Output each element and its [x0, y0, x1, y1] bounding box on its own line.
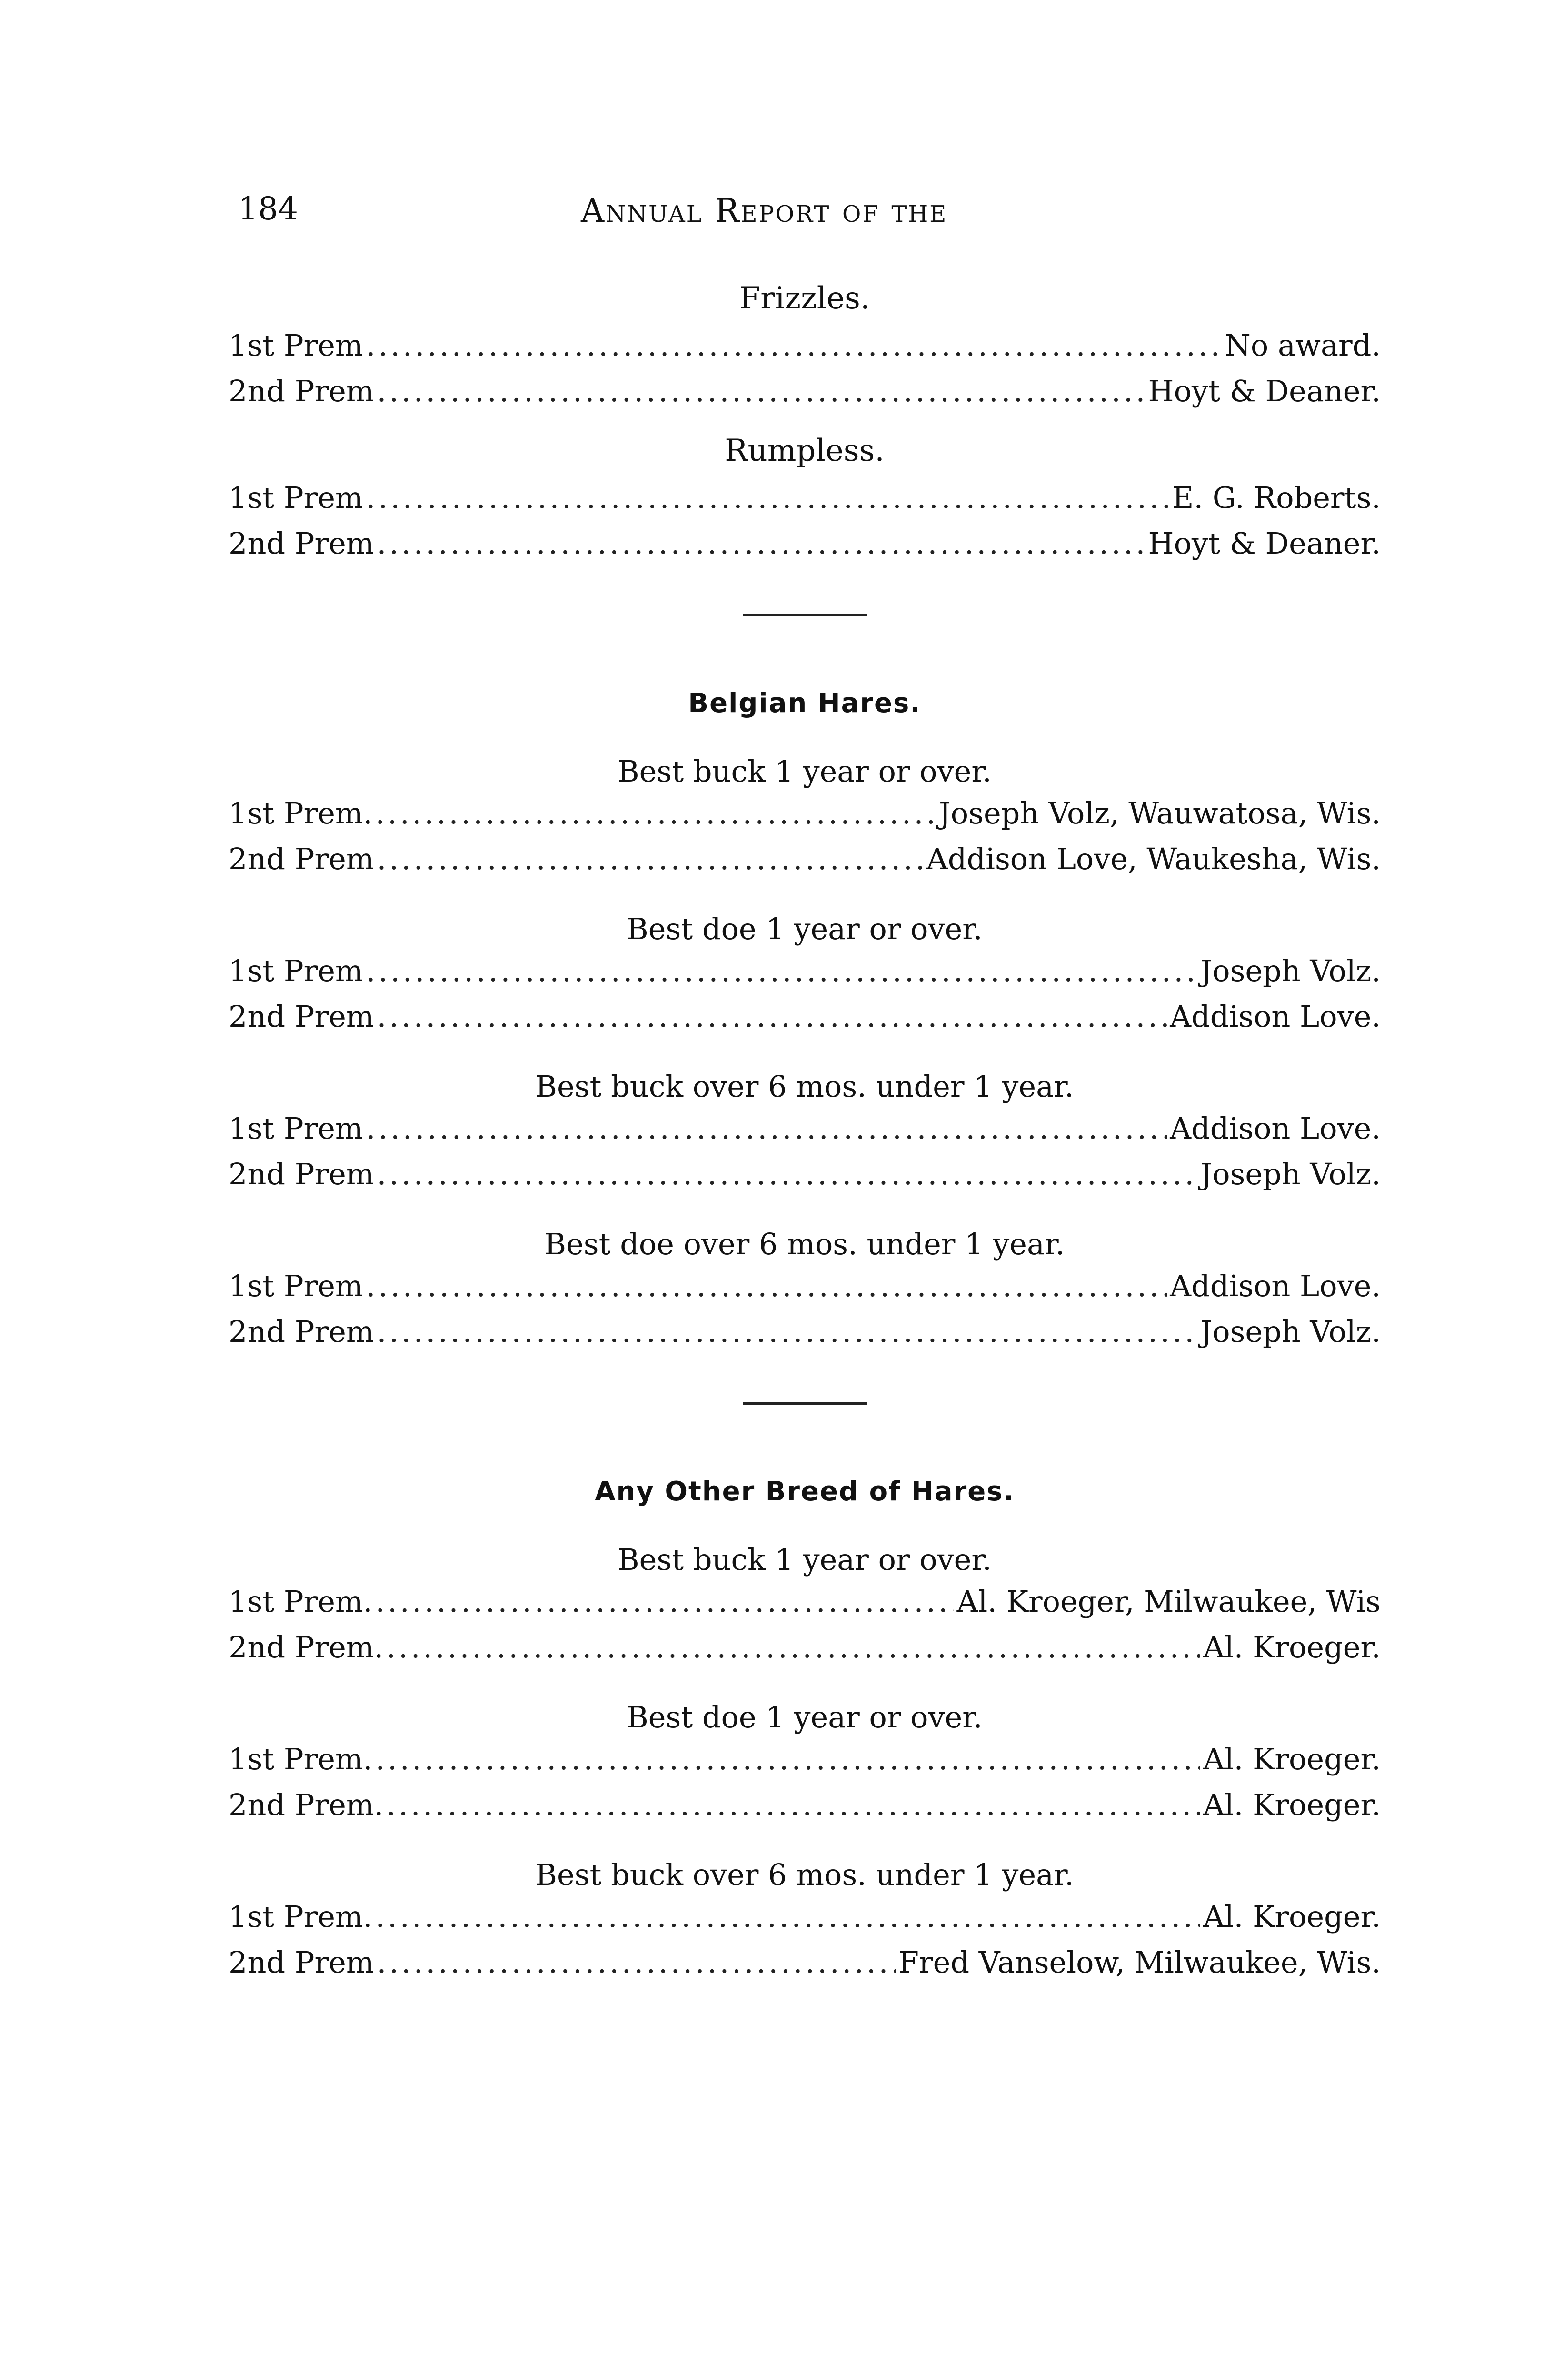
place-label: 1st Prem: [229, 1269, 363, 1303]
winner: Hoyt & Deaner.: [1148, 374, 1381, 408]
category-title: Best buck over 6 mos. under 1 year.: [535, 1857, 1074, 1892]
award-group: [229, 754, 1381, 882]
award-row: [229, 475, 1381, 521]
award-group: [229, 1227, 1381, 1355]
winner: Addison Love, Waukesha, Wis.: [926, 842, 1381, 876]
award-row: [229, 1579, 1381, 1625]
winner: Al. Kroeger.: [1203, 1787, 1381, 1822]
winner: Addison Love.: [1170, 999, 1381, 1034]
award-row: [229, 836, 1381, 882]
dot-leader: [366, 323, 1222, 368]
place-label: 2nd Prem.: [229, 1630, 384, 1665]
award-row: [229, 1625, 1381, 1670]
section-title: Rumpless.: [725, 433, 885, 468]
winner: Addison Love.: [1170, 1269, 1381, 1303]
place-label: 1st Prem: [229, 1111, 363, 1146]
winner: Al. Kroeger.: [1203, 1742, 1381, 1776]
winner: Joseph Volz.: [1200, 1314, 1381, 1349]
winner: Hoyt & Deaner.: [1148, 526, 1381, 561]
place-label: 2nd Prem: [229, 999, 374, 1034]
section-title: Any Other Breed of Hares.: [595, 1476, 1015, 1507]
award-group: [229, 1857, 1381, 1985]
running-title: Annual Report of the: [581, 192, 948, 230]
award-group: [229, 1069, 1381, 1197]
section-divider-wrap: [229, 614, 1381, 616]
section-rumpless: [229, 433, 1381, 566]
place-label: 2nd Prem: [229, 374, 374, 408]
winner: Addison Love.: [1170, 1111, 1381, 1146]
page-content: [229, 281, 1381, 2015]
winner: Al. Kroeger.: [1203, 1630, 1381, 1665]
winner: Joseph Volz, Wauwatosa, Wis.: [938, 796, 1381, 831]
category-title: Best buck over 6 mos. under 1 year.: [535, 1069, 1074, 1104]
dot-leader: [377, 521, 1146, 566]
section-divider-wrap: [229, 1402, 1381, 1405]
place-label: 1st Prem: [229, 953, 363, 988]
winner: E. G. Roberts.: [1172, 480, 1381, 515]
place-label: 2nd Prem: [229, 526, 374, 561]
place-label: 2nd Prem: [229, 842, 374, 876]
award-group: [229, 912, 1381, 1040]
dot-leader: [386, 1782, 1200, 1828]
dot-leader: [377, 368, 1146, 414]
place-label: 2nd Prem: [229, 1157, 374, 1191]
section-frizzles: [229, 281, 1381, 414]
winner: Al. Kroeger, Milwaukee, Wis: [956, 1584, 1381, 1619]
award-row: [229, 1309, 1381, 1355]
place-label: 1st Prem.: [229, 1742, 373, 1776]
category-title: Best buck 1 year or over.: [618, 754, 992, 789]
section-title: Frizzles.: [739, 281, 870, 316]
dot-leader: [386, 1625, 1200, 1670]
dot-leader: [375, 1579, 954, 1625]
section-title: Belgian Hares.: [688, 688, 921, 719]
award-group: [229, 1700, 1381, 1828]
page-header: [238, 190, 1381, 248]
award-group: [229, 1542, 1381, 1670]
award-row: [229, 994, 1381, 1040]
place-label: 2nd Prem.: [229, 1787, 384, 1822]
award-row: [229, 1151, 1381, 1197]
place-label: 2nd Prem: [229, 1314, 374, 1349]
award-row: [229, 791, 1381, 836]
winner: Al. Kroeger.: [1203, 1899, 1381, 1934]
dot-leader: [377, 1309, 1198, 1355]
dot-leader: [366, 475, 1169, 521]
category-title: Best buck 1 year or over.: [618, 1542, 992, 1577]
section-belgian-hares: [229, 688, 1381, 1355]
dot-leader: [375, 1894, 1200, 1940]
dot-leader: [366, 1106, 1167, 1151]
place-label: 1st Prem: [229, 480, 363, 515]
award-row: [229, 1263, 1381, 1309]
place-label: 1st Prem.: [229, 1899, 373, 1934]
spacer: [229, 1514, 1381, 1542]
dot-leader: [375, 791, 936, 836]
award-group: [229, 475, 1381, 566]
winner: Fred Vanselow, Milwaukee, Wis.: [898, 1945, 1381, 1980]
winner: Joseph Volz.: [1200, 953, 1381, 988]
award-row: [229, 1894, 1381, 1940]
category-title: Best doe 1 year or over.: [627, 912, 983, 946]
place-label: 1st Prem.: [229, 796, 373, 831]
section-other-hares: [229, 1476, 1381, 1985]
award-row: [229, 368, 1381, 414]
award-row: [229, 323, 1381, 368]
winner: No award.: [1225, 328, 1381, 363]
dot-leader: [366, 1263, 1167, 1309]
dot-leader: [377, 836, 924, 882]
place-label: 1st Prem.: [229, 1584, 373, 1619]
award-row: [229, 1106, 1381, 1151]
section-divider: [743, 614, 867, 616]
dot-leader: [375, 1736, 1200, 1782]
award-row: [229, 1782, 1381, 1828]
place-label: 1st Prem: [229, 328, 363, 363]
category-title: Best doe 1 year or over.: [627, 1700, 983, 1735]
dot-leader: [377, 1940, 896, 1985]
dot-leader: [377, 1151, 1198, 1197]
winner: Joseph Volz.: [1200, 1157, 1381, 1191]
dot-leader: [377, 994, 1167, 1040]
award-row: [229, 1940, 1381, 1985]
award-row: [229, 948, 1381, 994]
award-row: [229, 521, 1381, 566]
place-label: 2nd Prem: [229, 1945, 374, 1980]
page-number: 184: [238, 190, 298, 227]
spacer: [229, 725, 1381, 754]
dot-leader: [366, 948, 1198, 994]
award-row: [229, 1736, 1381, 1782]
award-group: [229, 323, 1381, 414]
category-title: Best doe over 6 mos. under 1 year.: [544, 1227, 1065, 1261]
section-divider: [743, 1402, 867, 1405]
